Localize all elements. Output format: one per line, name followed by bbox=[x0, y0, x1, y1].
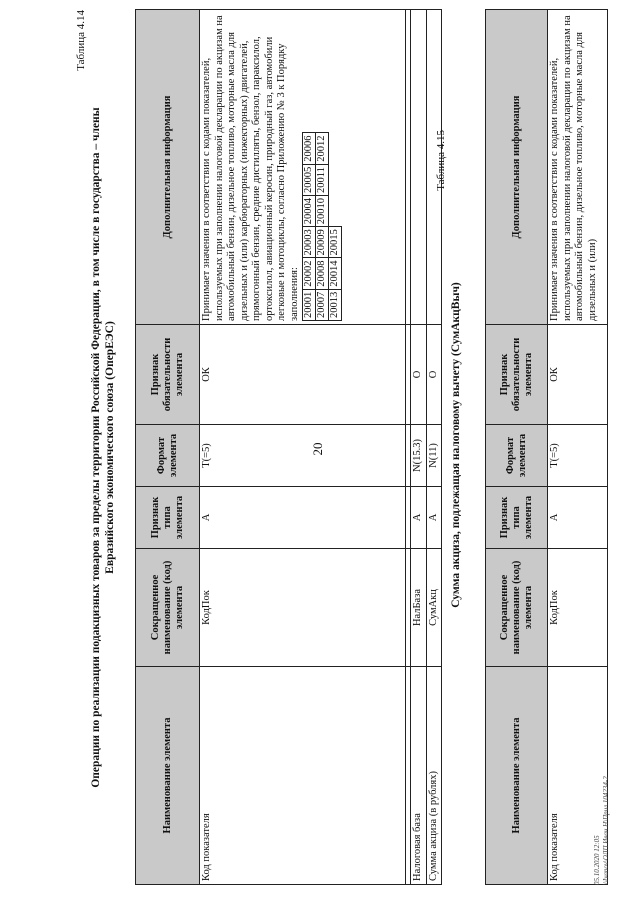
codes-row bbox=[316, 133, 329, 321]
cell-format: N(15.3) bbox=[411, 425, 427, 487]
header-element-required: Признак обязательности элемента bbox=[486, 325, 548, 425]
code-cell: 20014 bbox=[329, 258, 342, 289]
cell-format: Т(=5) bbox=[548, 425, 608, 487]
rotated-page-content bbox=[75, 10, 635, 895]
code-cell: 20001 bbox=[303, 289, 316, 320]
codes-row bbox=[303, 133, 316, 321]
header-element-name: Наименование элемента bbox=[136, 667, 200, 885]
cell-required: ОК bbox=[548, 325, 608, 425]
header-element-code: Сокращенное наименование (код) элемента bbox=[486, 549, 548, 667]
code-cell: 20015 bbox=[329, 227, 342, 258]
cell-name: Код показателя bbox=[200, 667, 406, 885]
table-4-14-caption-line1: Операции по реализации подакцизных товаров за пределы территории Российской Федерации, в том числе в государства – члены bbox=[90, 107, 102, 788]
code-cell: 20002 bbox=[303, 258, 316, 289]
code-cell: 20008 bbox=[316, 258, 329, 289]
cell-code: НалБаза bbox=[411, 549, 427, 667]
cell-name: Сумма акциза (в рублях) bbox=[426, 667, 442, 885]
table-4-15-caption: Сумма акциза, подлежащая налоговому вычету (СумАкцВыч) bbox=[450, 282, 462, 608]
cell-info bbox=[411, 10, 427, 325]
code-cell: 20011 bbox=[316, 164, 329, 195]
info-text: Принимает значения в соответствии с кодами показателей, используемых при заполнении налоговой декларации по акцизам на автомобильный бензин, дизельное топливо, моторные масла для дизельных и (или) карбюраторных (инжекторных) двигателей, прямогонный бензин, средние дистилляты, бензол, параксилол, ортоксилол, авиационный керосин, природный газ, автомобили легковые и мотоциклы, согласно Приложению № 3 к Порядку заполнения: bbox=[201, 15, 300, 321]
cell-required: ОК bbox=[200, 325, 406, 425]
code-cell: 20004 bbox=[303, 196, 316, 227]
code-cell: 20012 bbox=[316, 133, 329, 164]
cell-required: О bbox=[426, 325, 442, 425]
code-cell: 20007 bbox=[316, 289, 329, 320]
cell-required: О bbox=[411, 325, 427, 425]
page-number: 20 bbox=[310, 442, 325, 456]
cell-name: Налоговая база bbox=[411, 667, 427, 885]
header-additional-info: Дополнительная информация bbox=[486, 10, 548, 325]
table-header-row bbox=[486, 10, 548, 885]
cell-code: КодПок bbox=[548, 549, 608, 667]
table-4-15 bbox=[485, 9, 608, 885]
cell-format: N(11) bbox=[426, 425, 442, 487]
table-4-14-caption-line2: Евразийского экономического союза (ОперЕЭС) bbox=[104, 321, 116, 574]
code-cell: 20006 bbox=[303, 133, 316, 164]
cell-type: А bbox=[200, 487, 406, 549]
header-element-type: Признак типа элемента bbox=[486, 487, 548, 549]
cell-info: Принимает значения в соответствии с кодами показателей, используемых при заполнении налоговой декларации по акцизам на автомобильный бензин, дизельное топливо, моторные масла для дизельных и (или) bbox=[548, 10, 608, 325]
table-4-14-number: Таблица 4.14 bbox=[75, 10, 87, 71]
table-4-14 bbox=[135, 9, 442, 885]
table-4-14-caption bbox=[89, 10, 117, 885]
cell-info bbox=[200, 10, 406, 325]
table-row bbox=[200, 10, 406, 885]
codes-row bbox=[329, 133, 342, 321]
code-cell: 20009 bbox=[316, 227, 329, 258]
cell-name: Код показателя bbox=[548, 667, 608, 885]
file-stamp-path: \\Ivanov\ОЛП.Иван.Н\Прил.104234-2 bbox=[602, 776, 610, 885]
code-cell: 20013 bbox=[329, 289, 342, 320]
indicator-codes-table bbox=[302, 133, 342, 322]
header-element-format: Формат элемента bbox=[136, 425, 200, 487]
file-stamp bbox=[593, 665, 611, 885]
code-cell: 20003 bbox=[303, 227, 316, 258]
code-cell: 20005 bbox=[303, 164, 316, 195]
file-stamp-date: 05.10.2020 12:05 bbox=[593, 835, 601, 885]
header-additional-info: Дополнительная информация bbox=[136, 10, 200, 325]
header-element-required: Признак обязательности элемента bbox=[136, 325, 200, 425]
table-4-15-number: Таблица 4.15 bbox=[435, 130, 447, 191]
cell-type: А bbox=[411, 487, 427, 549]
table-header-row bbox=[136, 10, 200, 885]
header-element-code: Сокращенное наименование (код) элемента bbox=[136, 549, 200, 667]
cell-code: СумАкц bbox=[426, 549, 442, 667]
cell-type: А bbox=[426, 487, 442, 549]
header-element-format: Формат элемента bbox=[486, 425, 548, 487]
cell-format: Т(=5) bbox=[200, 425, 406, 487]
code-cell: 20010 bbox=[316, 196, 329, 227]
header-element-type: Признак типа элемента bbox=[136, 487, 200, 549]
cell-code: КодПок bbox=[200, 549, 406, 667]
header-element-name: Наименование элемента bbox=[486, 667, 548, 885]
cell-type: А bbox=[548, 487, 608, 549]
table-row bbox=[411, 10, 427, 885]
